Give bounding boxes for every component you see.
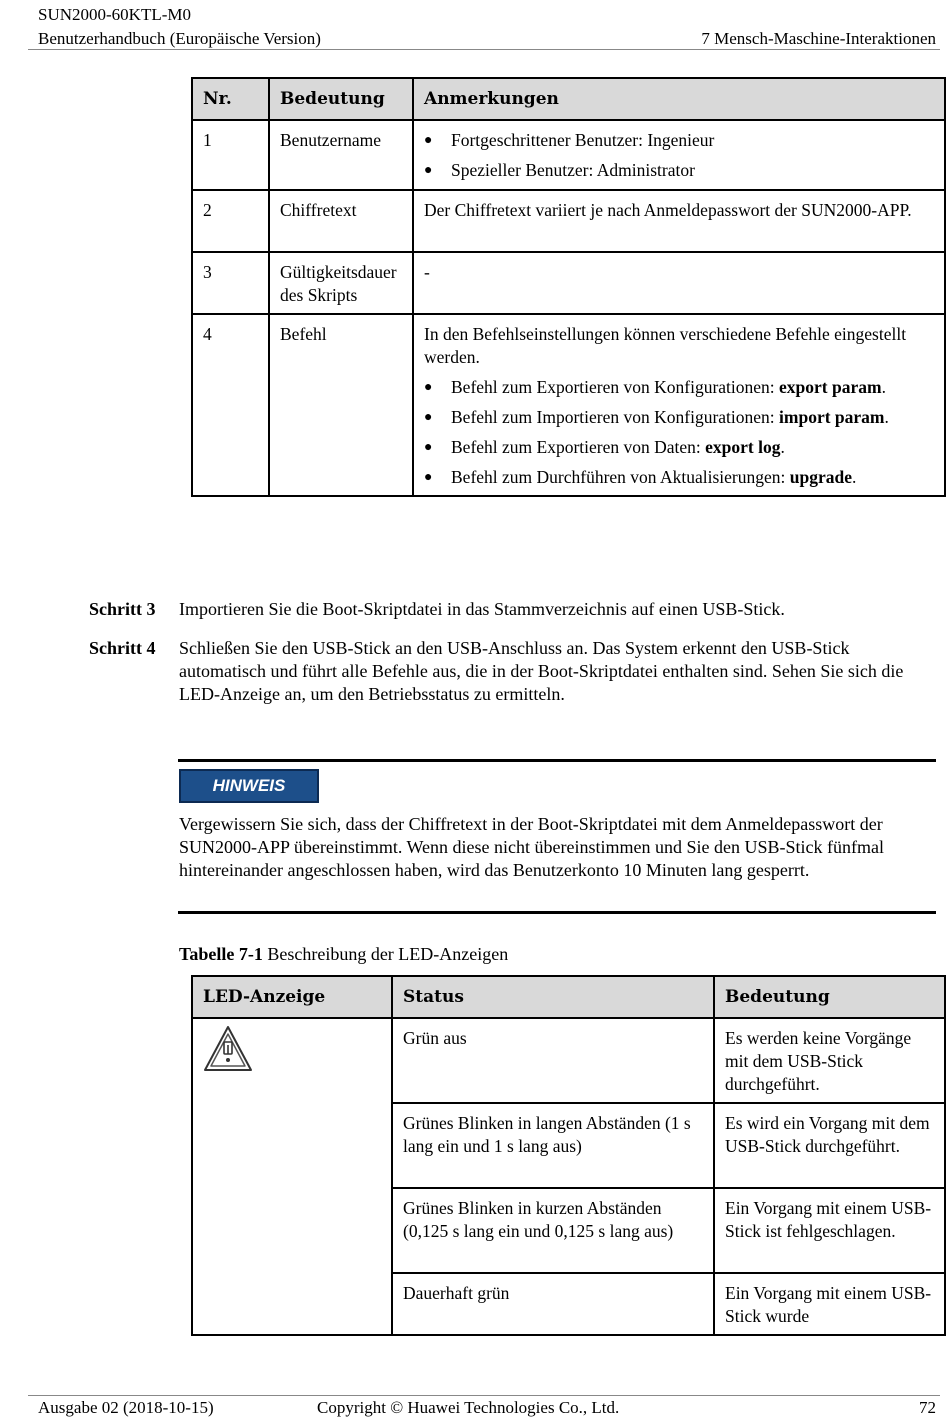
footer-page-number: 72 xyxy=(919,1398,936,1417)
cell-bedeutung: Befehl xyxy=(269,314,413,496)
command-description: Befehl zum Durchführen von Aktualisierungen: xyxy=(451,467,790,487)
header-rule xyxy=(28,49,940,50)
cell-anmerkungen: - xyxy=(413,252,945,314)
cell-bedeutung: Benutzername xyxy=(269,120,413,190)
cell-nr: 4 xyxy=(192,314,269,496)
cell-led-icon xyxy=(192,1018,392,1335)
note-top-rule xyxy=(178,759,936,762)
footer-issue: Ausgabe 02 (2018-10-15) xyxy=(38,1398,214,1417)
list-item: ● Spezieller Benutzer: Administrator xyxy=(424,159,934,182)
list-item xyxy=(424,376,934,399)
cell-anmerkungen: Der Chiffretext variiert je nach Anmeldepasswort der SUN2000-APP. xyxy=(413,190,945,252)
table-row xyxy=(192,190,945,252)
bullet-list xyxy=(424,129,934,182)
footer-rule xyxy=(28,1395,940,1396)
note-text: Vergewissern Sie sich, dass der Chiffretext in der Boot-Skriptdatei mit dem Anmeldepasswort der SUN2000-APP übereinstimmt. Wenn diese nicht übereinstimmen und Sie den USB-Stick fünfmal hintereinander angeschlossen haben, wird das Benutzerkonto 10 Minuten lang gesperrt. xyxy=(179,814,884,880)
table-caption xyxy=(179,944,508,965)
list-item xyxy=(424,466,934,489)
col-header-bedeutung: Bedeutung xyxy=(714,976,945,1018)
step-text: Importieren Sie die Boot-Skriptdatei in das Stammverzeichnis auf einen USB-Stick. xyxy=(179,599,785,619)
command-keyword: export log xyxy=(705,437,781,457)
table-row xyxy=(192,314,945,496)
step-text: Schließen Sie den USB-Stick an den USB-Anschluss an. Das System erkennt den USB-Stick automatisch und führt alle Befehle aus, die in der Boot-Skriptdatei enthalten sind. Sehen Sie sich die LED-Anzeige an, um den Betriebsstatus zu ermitteln. xyxy=(179,638,904,704)
punctuation: . xyxy=(884,407,889,427)
cell-bedeutung: Gültigkeitsdauer des Skripts xyxy=(269,252,413,314)
punctuation: . xyxy=(780,437,785,457)
caption-text: Beschreibung der LED-Anzeigen xyxy=(267,944,509,964)
cell-bedeutung: Ein Vorgang mit einem USB-Stick ist fehlgeschlagen. xyxy=(714,1188,945,1273)
note-bottom-rule xyxy=(178,911,936,914)
cell-nr: 2 xyxy=(192,190,269,252)
cell-bedeutung: Ein Vorgang mit einem USB-Stick wurde xyxy=(714,1273,945,1335)
led-table xyxy=(191,975,946,1336)
list-item xyxy=(424,436,934,459)
table-row xyxy=(192,120,945,190)
bullet-list xyxy=(424,376,934,489)
cell-bedeutung: Es wird ein Vorgang mit dem USB-Stick durchgeführt. xyxy=(714,1103,945,1188)
cell-anmerkungen xyxy=(413,314,945,496)
punctuation: . xyxy=(881,377,886,397)
col-header-status: Status xyxy=(392,976,714,1018)
caption-label: Tabelle 7-1 xyxy=(179,944,263,964)
cell-status: Dauerhaft grün xyxy=(392,1273,714,1335)
footer-copyright: Copyright © Huawei Technologies Co., Ltd. xyxy=(317,1398,620,1417)
punctuation: . xyxy=(851,467,857,487)
header-manual: Benutzerhandbuch (Europäische Version) xyxy=(38,29,321,48)
col-header-nr: Nr. xyxy=(192,78,269,120)
cell-status: Grünes Blinken in kurzen Abständen (0,125 s lang ein und 0,125 s lang aus) xyxy=(392,1188,714,1273)
cell-nr: 3 xyxy=(192,252,269,314)
command-keyword: upgrade xyxy=(789,467,852,487)
list-item xyxy=(424,406,934,429)
header-chapter: 7 Mensch-Maschine-Interaktionen xyxy=(701,29,936,48)
cell-nr: 1 xyxy=(192,120,269,190)
table-row xyxy=(192,1018,945,1103)
cell-status: Grün aus xyxy=(392,1018,714,1103)
cell-status: Grünes Blinken in langen Abständen (1 s lang ein und 1 s lang aus) xyxy=(392,1103,714,1188)
command-description: Befehl zum Exportieren von Konfigurationen: xyxy=(451,377,780,397)
table-row xyxy=(192,252,945,314)
command-keyword: export param xyxy=(779,377,882,397)
col-header-led: LED-Anzeige xyxy=(192,976,392,1018)
cell-intro: In den Befehlseinstellungen können verschiedene Befehle eingestellt werden. xyxy=(424,324,907,367)
step-label: Schritt 3 xyxy=(89,599,156,619)
cell-anmerkungen xyxy=(413,120,945,190)
parameter-table xyxy=(191,77,946,497)
col-header-anmerkungen: Anmerkungen xyxy=(413,78,945,120)
step-label: Schritt 4 xyxy=(89,638,156,658)
command-description: Befehl zum Exportieren von Daten: xyxy=(451,437,706,457)
command-keyword: import param xyxy=(779,407,885,427)
header-product: SUN2000-60KTL-M0 xyxy=(38,5,191,24)
table-header-row xyxy=(192,976,945,1018)
cell-bedeutung: Chiffretext xyxy=(269,190,413,252)
warning-triangle-icon xyxy=(203,1025,253,1079)
hinweis-badge: HINWEIS xyxy=(179,769,319,803)
col-header-bedeutung: Bedeutung xyxy=(269,78,413,120)
table-header-row xyxy=(192,78,945,120)
list-item: ● Fortgeschrittener Benutzer: Ingenieur xyxy=(424,129,934,152)
cell-bedeutung: Es werden keine Vorgänge mit dem USB-Stick durchgeführt. xyxy=(714,1018,945,1103)
command-description: Befehl zum Importieren von Konfigurationen: xyxy=(451,407,780,427)
